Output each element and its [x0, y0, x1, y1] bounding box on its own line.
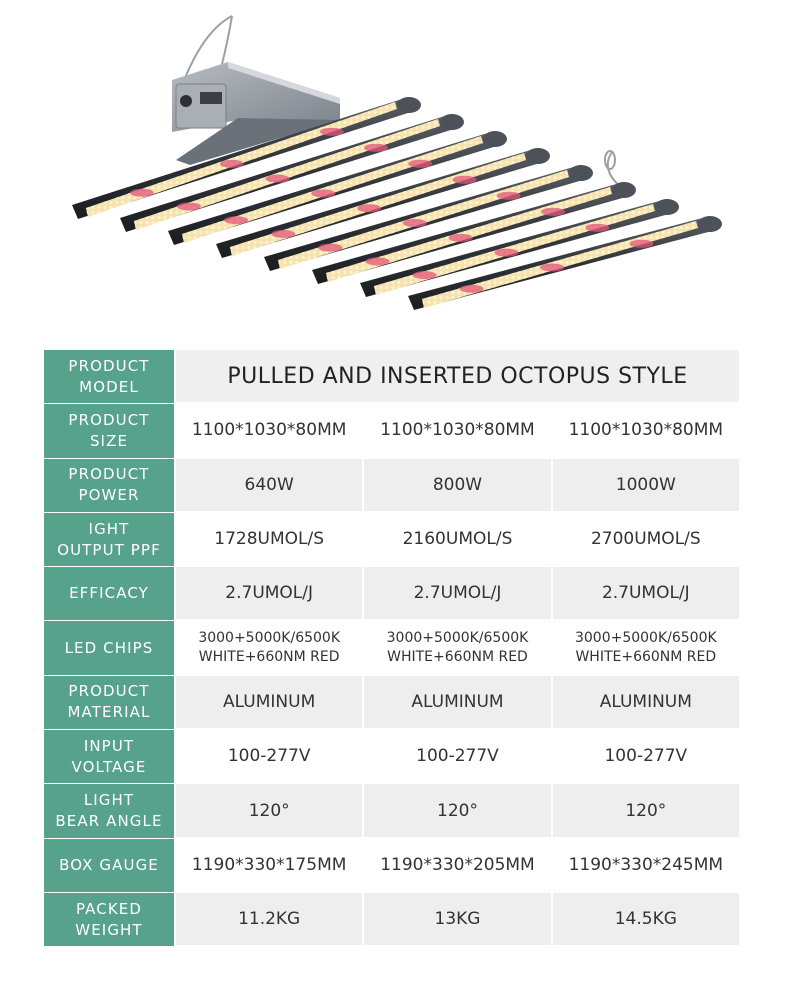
spec-label: PRODUCT MATERIAL [44, 676, 176, 730]
spec-label: IGHT OUTPUT PPF [44, 513, 176, 567]
spec-value-3: ALUMINUM [553, 676, 739, 728]
spec-row [44, 676, 739, 730]
spec-row [44, 350, 739, 404]
spec-row [44, 404, 739, 458]
spec-value-2: 3000+5000K/6500K WHITE+660NM RED [364, 621, 552, 673]
spec-value-3: 14.5KG [553, 893, 739, 945]
spec-value-2: ALUMINUM [364, 676, 552, 728]
spec-value-2: 2.7UMOL/J [364, 567, 552, 619]
spec-label: BOX GAUGE [44, 839, 176, 893]
spec-value-1: ALUMINUM [176, 676, 364, 728]
spec-value-2: 100-277V [364, 730, 552, 782]
spec-row [44, 784, 739, 838]
spec-label: EFFICACY [44, 567, 176, 621]
spec-value-3: 120° [553, 784, 739, 836]
spec-label: PRODUCT POWER [44, 459, 176, 513]
spec-value-2: 1190*330*205MM [364, 839, 552, 891]
spec-value-3: 3000+5000K/6500K WHITE+660NM RED [553, 621, 739, 673]
spec-value-2: 800W [364, 459, 552, 511]
spec-value-3: 100-277V [553, 730, 739, 782]
spec-value-1: 11.2KG [176, 893, 364, 945]
spec-row [44, 621, 739, 675]
spec-value-2: 2160UMOL/S [364, 513, 552, 565]
spec-value-1: 2.7UMOL/J [176, 567, 364, 619]
spec-value-1: 120° [176, 784, 364, 836]
spec-value-3: 2.7UMOL/J [553, 567, 739, 619]
spec-label: PRODUCT SIZE [44, 404, 176, 458]
spec-row [44, 459, 739, 513]
spec-value-1: 640W [176, 459, 364, 511]
spec-value-1: 100-277V [176, 730, 364, 782]
spec-value-3: 2700UMOL/S [553, 513, 739, 565]
spec-label: LIGHT BEAR ANGLE [44, 784, 176, 838]
spec-label: PRODUCT MODEL [44, 350, 176, 404]
spec-value-2: 120° [364, 784, 552, 836]
spec-value-2: 1100*1030*80MM [364, 404, 552, 456]
spec-label: LED CHIPS [44, 621, 176, 675]
spec-value-1: 1190*330*175MM [176, 839, 364, 891]
spec-value-1: 1100*1030*80MM [176, 404, 364, 456]
spec-row [44, 730, 739, 784]
spec-value-1: 3000+5000K/6500K WHITE+660NM RED [176, 621, 364, 673]
spec-value-3: 1100*1030*80MM [553, 404, 739, 456]
spec-row [44, 567, 739, 621]
spec-row [44, 513, 739, 567]
spec-value-1: 1728UMOL/S [176, 513, 364, 565]
model-style-cell: PULLED AND INSERTED OCTOPUS STYLE [176, 350, 739, 402]
spec-value-3: 1190*330*245MM [553, 839, 739, 891]
spec-row [44, 893, 739, 947]
spec-value-3: 1000W [553, 459, 739, 511]
spec-label: INPUT VOLTAGE [44, 730, 176, 784]
spec-table [44, 350, 739, 947]
spec-row [44, 839, 739, 893]
spec-label: PACKED WEIGHT [44, 893, 176, 947]
spec-value-2: 13KG [364, 893, 552, 945]
led-grow-light-icon [0, 0, 800, 340]
